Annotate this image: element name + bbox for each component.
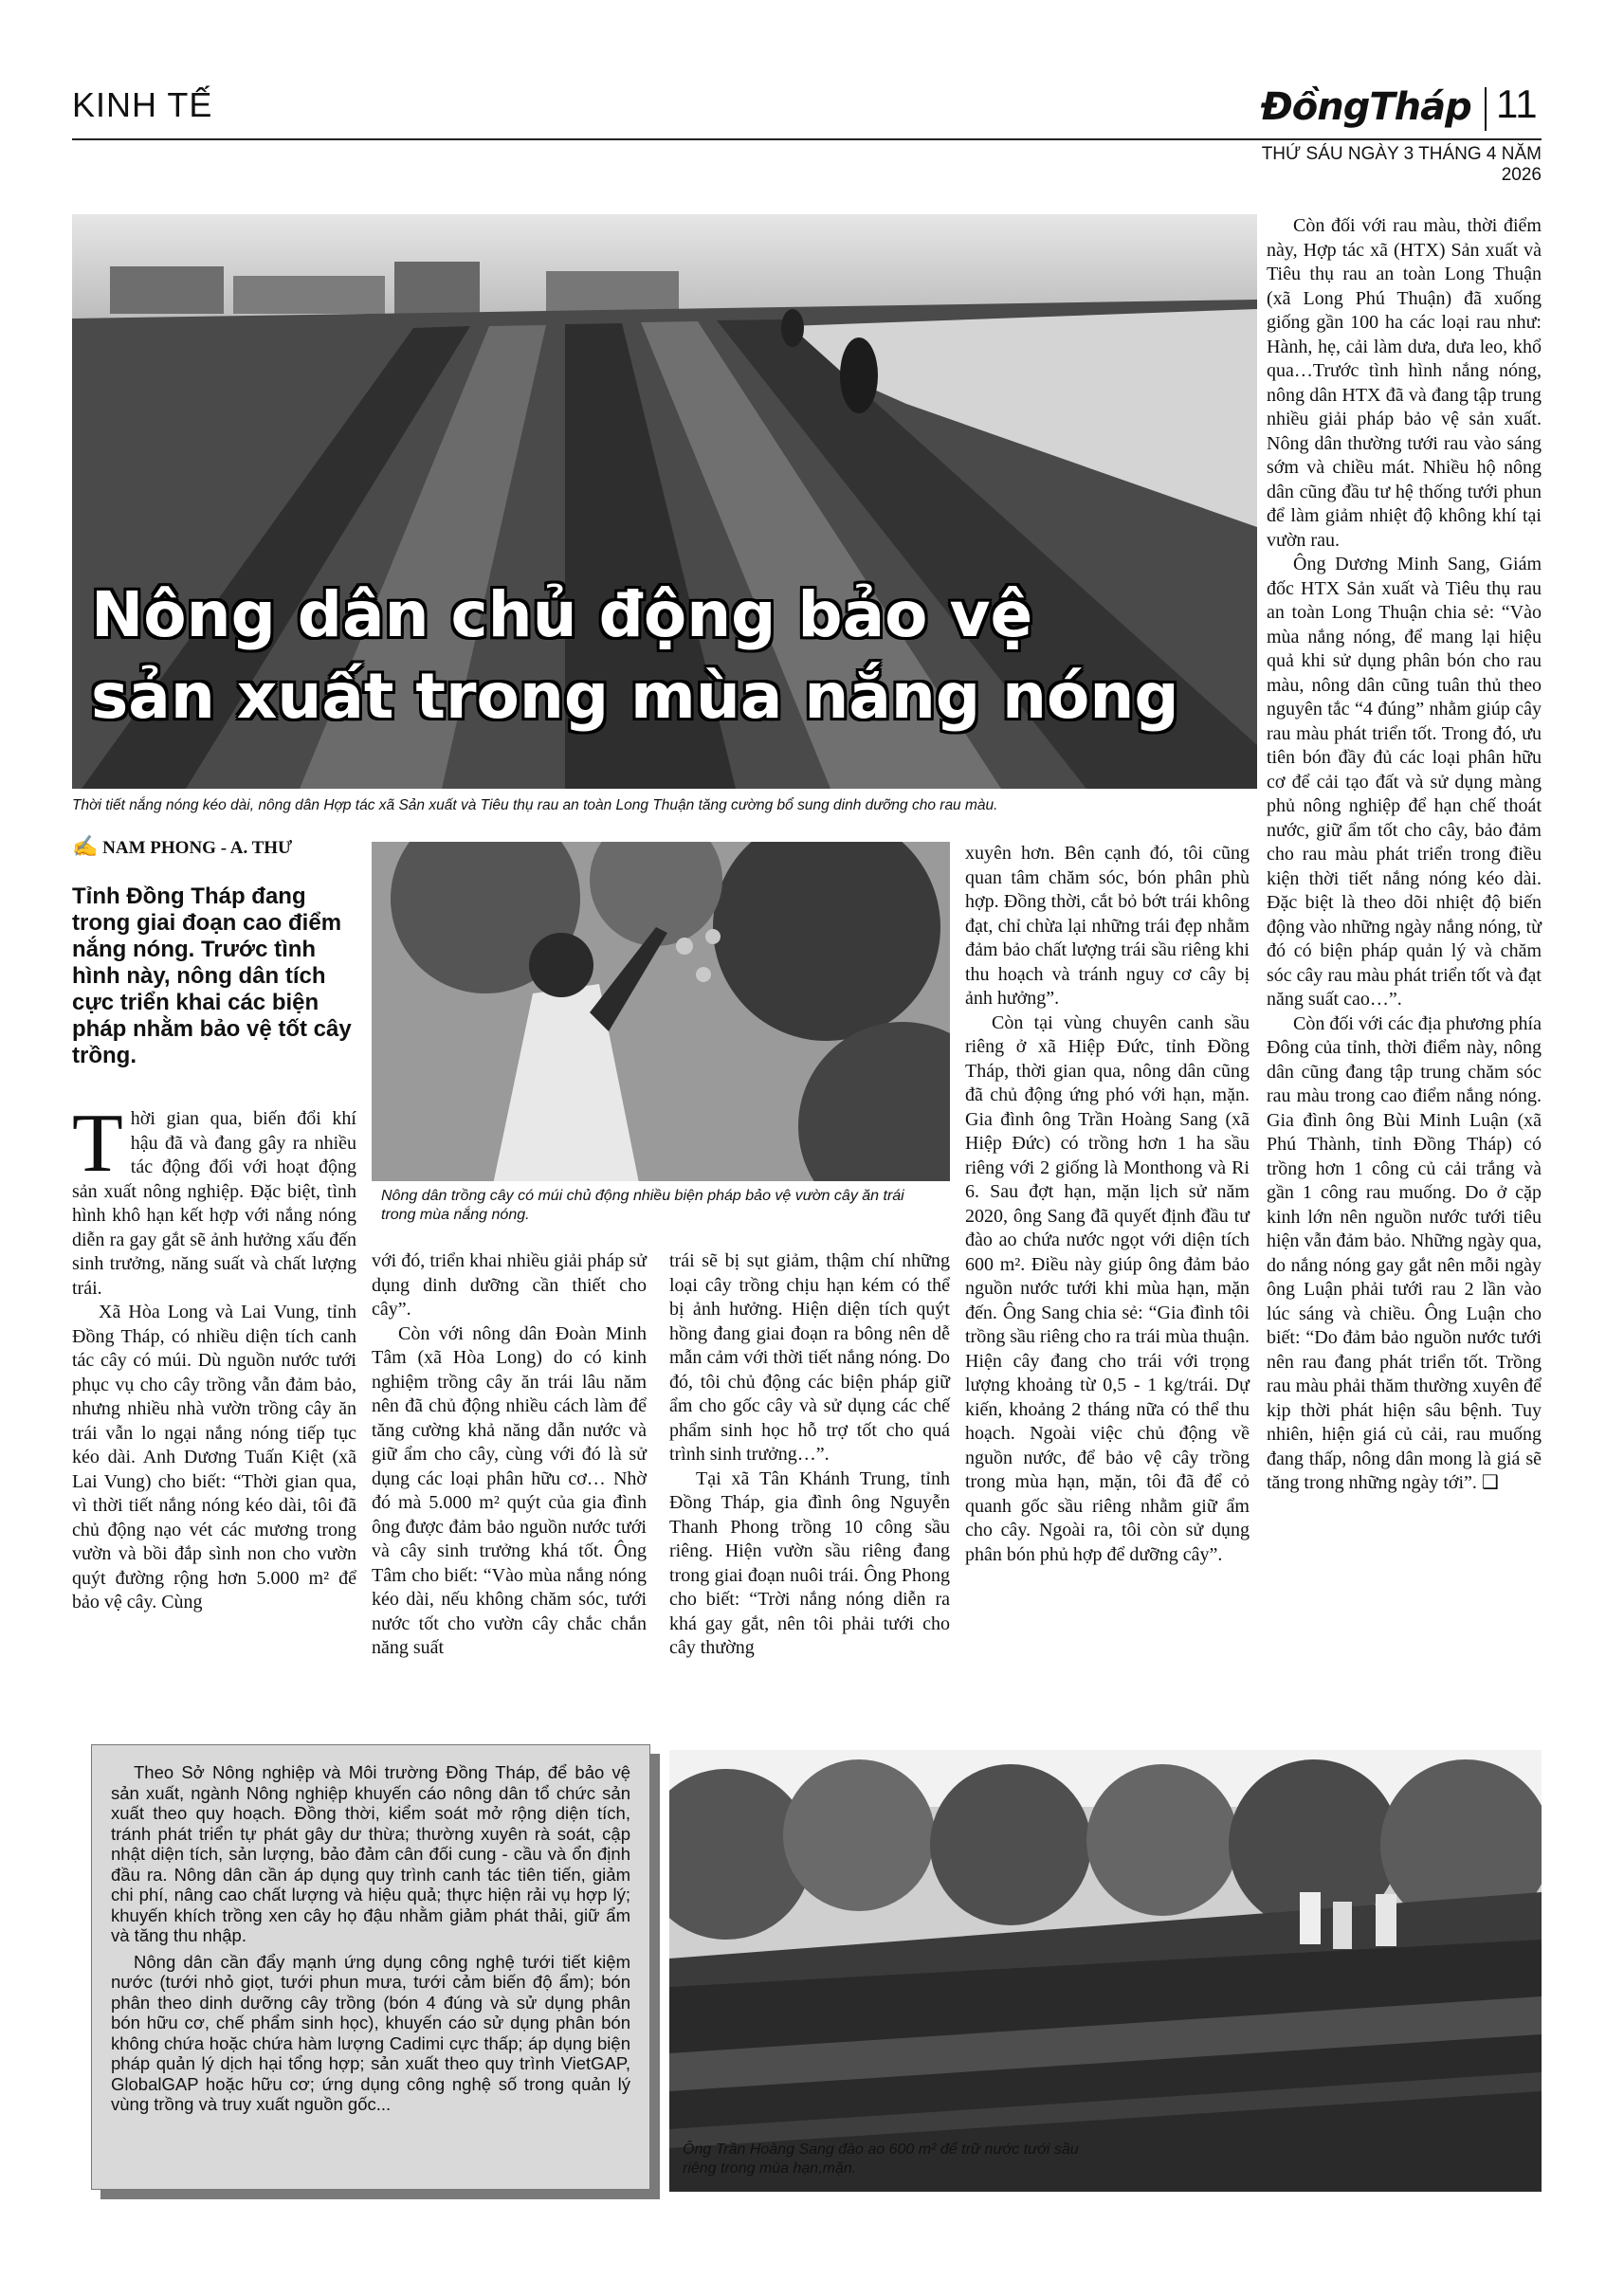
author-names: NAM PHONG - A. THƯ xyxy=(102,838,293,858)
article-column-4 xyxy=(965,842,1250,1567)
paragraph: trái sẽ bị sụt giảm, thậm chí những loại cây trồng chịu hạn kém có thể bị ảnh hưởng. Hiện diện tích quýt hồng đang giai đoạn ra bông nên dễ mẫn cảm với thời tiết nắng nóng. Do đó, tôi chủ động các biện pháp giữ ẩm cho gốc cây và sử dụng các chế phẩm sinh học hỗ trợ tốt cho quá trình sinh trưởng…”. xyxy=(669,1250,950,1465)
article-sapo: Tỉnh Đồng Tháp đang trong giai đoạn cao điểm nắng nóng. Trước tình hình này, nông dân tích cực triển khai các biện pháp nhằm bảo vệ tốt cây trồng. xyxy=(72,884,352,1068)
paragraph: Xã Hòa Long và Lai Vung, tỉnh Đồng Tháp, có nhiều diện tích canh tác cây có múi. Dù nguồn nước tưới phục vụ cho cây trồng vẫn đảm bảo, nhưng nhiều nhà vườn trồng cây ăn trái vẫn lo ngại nắng nóng tiếp tục kéo dài. Anh Dương Tuấn Kiệt (xã Lai Vung) cho biết: “Thời gian qua, vì thời tiết nắng nóng kéo dài, tôi đã chủ động nạo vét các mương trong vườn và bồi đắp sình non cho vườn quýt đường rộng hơn 5.000 m² để bảo vệ cây. Cùng xyxy=(72,1302,356,1613)
newspaper-logo: ĐồngTháp xyxy=(1261,85,1471,129)
paragraph: Còn tại vùng chuyên canh sầu riêng ở xã Hiệp Đức, tỉnh Đồng Tháp, thời gian qua, nông dân cũng đã chủ động ứng phó với hạn, mặn. Gia đình ông Trần Hoàng Sang (xã Hiệp Đức) có trồng hơn 1 ha sầu riêng với 2 giống là Monthong và Ri 6. Sau đợt hạn, mặn lịch sử năm 2020, ông Sang đã quyết định đầu tư đào ao chứa nước ngọt với diện tích 600 m². Điều này giúp ông đảm bảo nguồn nước tưới khi mùa hạn, mặn đến. Ông Sang chia sẻ: “Gia đình tôi trồng sầu riêng cho ra trái mùa thuận. Hiện cây đang cho trái với trọng lượng khoảng từ 0,5 - 1 kg/trái. Dự kiến, khoảng 2 tháng nữa có thể thu hoạch. Ngoài việc chủ động về nguồn nước, để bảo vệ cây trồng trong mùa hạn, mặn, tôi đã để cỏ quanh gốc sầu riêng nhằm giữ ẩm cho cây. Ngoài ra, tôi còn sử dụng phân bón phủ hợp để dưỡng cây”. xyxy=(965,1011,1250,1565)
byline xyxy=(72,834,292,859)
paragraph: Còn đối với các địa phương phía Đông của tỉnh, thời điểm này, nông dân cũng đang tập trung chăm sóc rau màu trong cao điểm nắng nóng. Gia đình ông Bùi Minh Luận (xã Phú Thành, tỉnh Đồng Tháp) có trồng hơn 1 công củ cải trắng và gần 1 công rau muống. Do ở cặp kinh lớn nên nguồn nước tưới tiêu hiện vẫn đảm bảo. Những ngày qua, do nắng nóng gay gắt nên mỗi ngày ông Luận phải tưới rau 2 lần vào lúc sáng và chiều. Ông Luận cho biết: “Do đảm bảo nguồn nước tưới nên rau đang phát triển tốt. Trồng rau màu phải thăm thường xuyên để kịp thời phát hiện sâu bệnh. Tuy nhiên, hiện giá củ cải, rau muống đang thấp, nông dân mong là giá sẽ tăng trong những ngày tới”. ❑ xyxy=(1267,1012,1542,1493)
paragraph: Còn với nông dân Đoàn Minh Tâm (xã Hòa Long) do có kinh nghiệm trồng cây ăn trái lâu năm nên đã chủ động nhiều cách làm để tăng cường khả năng dẫn nước và giữ ẩm cho cây, cùng với đó là sử dụng các loại phân hữu cơ… Nhờ đó mà 5.000 m² quýt của gia đình ông được đảm bảo nguồn nước tưới và cây sinh trưởng khá tốt. Ông Tâm cho biết: “Vào mùa nắng nóng kéo dài, nếu không chăm sóc, tưới nước tốt cho vườn cây chắc chắn năng suất xyxy=(372,1322,647,1658)
headline-line-1: Nông dân chủ động bảo vệ xyxy=(91,578,1033,651)
paragraph: xuyên hơn. Bên cạnh đó, tôi cũng quan tâm chăm sóc, bón phân phù hợp. Đồng thời, cắt bỏ bớt trái không đạt, chỉ chừa lại những trái đẹp nhằm đảm bảo chất lượng trái sầu riêng khi thu hoạch và tránh nguy cơ cây bị ảnh hưởng”. xyxy=(965,843,1250,1009)
article-column-1 xyxy=(72,1098,356,1615)
paragraph: với đó, triển khai nhiều giải pháp sử dụng dinh dưỡng cần thiết cho cây”. xyxy=(372,1250,647,1320)
photo-citrus-farmer xyxy=(372,842,950,1221)
paragraph: Còn đối với rau màu, thời điểm này, Hợp tác xã (HTX) Sản xuất và Tiêu thụ rau an toàn Long Thuận (xã Long Phú Thuận) đã xuống giống gần 100 ha các loại rau như: Hành, hẹ, cải làm dưa, dưa leo, khổ qua…Trước tình hình nắng nóng, nông dân HTX đã và đang tập trung nhiều giải pháp bảo vệ sản xuất. Nông dân thường tưới rau vào sáng sớm và chiều mát. Nhiều hộ nông dân cũng đầu tư hệ thống tưới phun để làm giảm nhiệt độ không khí tại vườn rau. xyxy=(1267,215,1542,551)
drop-cap: T xyxy=(72,1098,123,1190)
paragraph: Tại xã Tân Khánh Trung, tỉnh Đồng Tháp, gia đình ông Nguyễn Thanh Phong trồng 10 công sầu riêng. Hiện vườn sầu riêng đang trong giai đoạn nuôi trái. Ông Phong cho biết: “Trời nắng nóng diễn ra khá gay gắt, nên tôi phải tưới cho cây thường xyxy=(669,1467,950,1658)
page-number: 11 xyxy=(1496,82,1538,126)
photo3-caption: Ông Trần Hoàng Sang đào ao 600 m² để trữ nước tưới sầu riêng trong mùa hạn,mặn. xyxy=(683,2141,1079,2177)
pen-icon: ✍ xyxy=(72,834,99,858)
box-paragraph: Theo Sở Nông nghiệp và Môi trường Đồng Tháp, để bảo vệ sản xuất, ngành Nông nghiệp khuyến cáo nông dân tổ chức sản xuất theo quy hoạch. Đồng thời, kiểm soát mở rộng diện tích, tránh phát triển tự phát gây dư thừa; thường xuyên rà soát, cập nhật diện tích, sản lượng, bảo đảm cân đối cung - cầu và ổn định đầu ra. Nông dân cần áp dụng quy trình canh tác tiên tiến, giảm chi phí, nâng cao chất lượng và hiệu quả; thực hiện rải vụ hợp lý; khuyến khích trồng xen cây họ đậu nhằm giảm phát thải, giữ ẩm và tăng thu nhập. xyxy=(111,1762,630,1945)
paragraph: Thời gian qua, biến đổi khí hậu đã và đang gây ra nhiều tác động đối với hoạt động sản xuất nông nghiệp. Đặc biệt, tình hình khô hạn kết hợp với nắng nóng diễn ra gay gắt sẽ ảnh hưởng xấu đến sinh trưởng, năng suất và chất lượng trái. xyxy=(72,1098,356,1299)
main-photo-caption: Thời tiết nắng nóng kéo dài, nông dân Hợp tác xã Sản xuất và Tiêu thụ rau an toàn Long Thuận tăng cường bổ sung dinh dưỡng cho rau màu. xyxy=(72,797,998,813)
issue-date: THỨ SÁU NGÀY 3 THÁNG 4 NĂM 2026 xyxy=(1261,144,1542,185)
photo2-caption: Nông dân trồng cây có múi chủ động nhiều biện pháp bảo vệ vườn cây ăn trái trong mùa nắng nóng. xyxy=(372,1181,950,1230)
article-column-2 xyxy=(372,1249,647,1661)
pond-orchard-image xyxy=(669,1750,1542,2192)
headline-line-2: sản xuất trong mùa nắng nóng xyxy=(91,660,1179,733)
citrus-orchard-image xyxy=(372,842,950,1221)
recommendation-box xyxy=(91,1744,650,2190)
header-divider xyxy=(1485,87,1487,131)
article-headline xyxy=(91,574,1257,738)
photo-durian-pond xyxy=(669,1750,1542,2192)
box-paragraph: Nông dân cần đẩy mạnh ứng dụng công nghệ tưới tiết kiệm nước (tưới nhỏ giọt, tưới phun mưa, tưới cảm biến độ ẩm); bón phân theo dinh dưỡng cây trồng (bón 4 đúng và sử dụng phân bón hữu cơ, chế phẩm sinh học), khuyến cáo sử dụng phân bón không chứa hoặc chứa hàm lượng Cadimi cực thấp; áp dụng biện pháp quản lý dịch hại tổng hợp; sản xuất theo quy trình VietGAP, GlobalGAP hoặc hữu cơ; ứng dụng công nghệ số trong quản lý vùng trồng và truy xuất nguồn gốc... xyxy=(111,1951,630,2114)
paragraph: Ông Dương Minh Sang, Giám đốc HTX Sản xuất và Tiêu thụ rau an toàn Long Thuận chia sẻ: “Vào mùa nắng nóng, để mang lại hiệu quả khi sử dụng phân bón cho rau màu, nông dân cũng tuân thủ theo nguyên tắc “4 đúng” nhằm giúp cây rau màu phát triển tốt. Trong đó, ưu tiên bón đầy đủ các loại phân hữu cơ để cải tạo đất và sử dụng màng phủ nông nghiệp để hạn chế thoát nước, giữ ẩm tốt cho cây, bảo đảm cho rau màu phát triển trong điều kiện thời tiết nắng nóng kéo dài. Đặc biệt là theo dõi nhiệt độ biến động vào những ngày nắng nóng, từ đó có biện pháp quản lý và chăm sóc cây rau màu phát triển tốt và đạt năng suất cao…”. xyxy=(1267,554,1542,1010)
article-column-5 xyxy=(1267,214,1542,1496)
header-rule xyxy=(72,138,1542,140)
section-title: KINH TẾ xyxy=(72,85,213,124)
article-column-3 xyxy=(669,1249,950,1661)
